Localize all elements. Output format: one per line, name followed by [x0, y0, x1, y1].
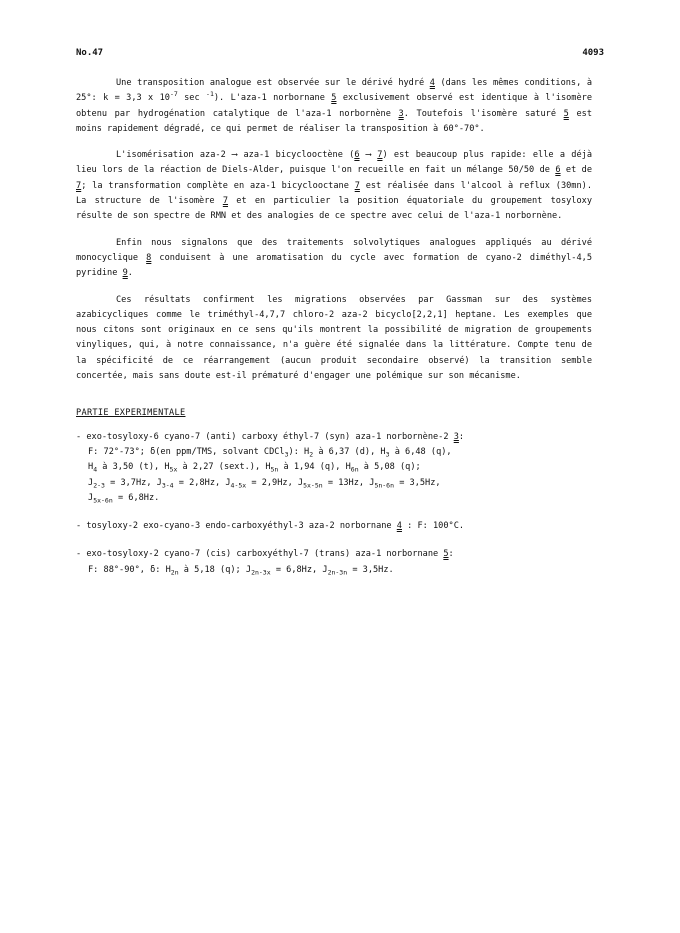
- subscript: 5x-5n: [303, 481, 323, 490]
- text-run: (dans les mêmes conditions, à 25°: k = 3,3 x 10: [76, 78, 592, 104]
- text-run: :: [448, 549, 454, 560]
- superscript: -1: [206, 90, 214, 99]
- subscript: 2n-3n: [327, 568, 348, 577]
- journal-issue-number: No.47: [76, 48, 104, 58]
- compound-name: [76, 547, 592, 562]
- text-run: F: 72°-73°; δ(en ppm/TMS, solvant CDCl: [88, 446, 285, 457]
- compound-data-line: [76, 476, 592, 491]
- subscript: 6n: [350, 465, 359, 474]
- compound-number: 9: [122, 268, 128, 279]
- text-run: L'isomérisation aza-2 ⟶ aza-1 bicyclooctène (: [116, 150, 355, 161]
- text-run: ⟶: [359, 150, 378, 161]
- text-run: ). L'aza-1 norbornane: [213, 93, 332, 104]
- compound-number: 5: [331, 93, 337, 104]
- section-title: PARTIE EXPERIMENTALE: [76, 408, 186, 419]
- compound-number: 7: [222, 196, 229, 207]
- compound-number: 5: [443, 549, 449, 560]
- compound-number: 3: [453, 431, 459, 442]
- text-run: = 13Hz, J: [322, 477, 375, 488]
- text-run: à 6,48 (q),: [389, 446, 452, 457]
- compound-entry: [76, 430, 592, 506]
- compound-name: [76, 519, 592, 534]
- text-run: à 1,94 (q), H: [278, 462, 351, 473]
- subscript: 5n: [270, 465, 279, 474]
- subscript: 2n: [170, 568, 179, 577]
- compound-number: 7: [354, 180, 360, 191]
- text-run: H: [88, 462, 94, 473]
- compound-data-line: [76, 563, 592, 578]
- text-run: Une transposition analogue est observée sur le dérivé hydré: [116, 78, 430, 88]
- text-run: - exo-tosyloxy-6 cyano-7 (anti) carboxy éthyl-7 (syn) aza-1 norbornène-2: [76, 431, 454, 442]
- subscript: 5x: [169, 465, 178, 474]
- text-run: . Toutefois l'isomère saturé: [403, 108, 564, 119]
- text-run: est moins rapidement dégradé, ce qui permet de réaliser la transposition à 60°-70°.: [76, 108, 592, 134]
- body-paragraph: [76, 293, 592, 385]
- text-run: = 2,9Hz, J: [246, 477, 304, 488]
- text-run: - tosyloxy-2 exo-cyano-3 endo-carboxyéthyl-3 aza-2 norbornane: [76, 521, 397, 532]
- compound-number: 3: [398, 108, 404, 119]
- compound-number: 4: [396, 521, 402, 532]
- body-paragraphs: [76, 76, 592, 384]
- compound-number: 4: [429, 78, 435, 88]
- text-run: à 6,37 (d), H: [313, 446, 386, 457]
- compound-number: 8: [146, 252, 152, 263]
- subscript: 4: [93, 465, 98, 474]
- text-run: = 3,7Hz, J: [104, 477, 162, 488]
- text-run: et de: [560, 165, 592, 176]
- compound-entry: [76, 519, 592, 534]
- compound-data-line: [76, 445, 592, 460]
- text-run: Ces résultats confirment les migrations observées par Gassman sur des systèmes azabicycliques comme le triméthyl-4,7,7 chloro-2 aza-2 bicyclo[2,2,1] heptane. Les exemples que nous citons sont originaux en ce sens qu'ils montrent la possibilité de migration de groupements vinyliques, qui, à notre connaissance, n'a guère été signalée dans la littérature. Compte tenu de la spécificité de ce réarrangement (aucun produit secondaire observé) la transition semble concertée, mais sans doute est-il prématuré d'engager une polémique sur son mécanisme.: [76, 294, 592, 382]
- text-run: conduisent à une aromatisation du cycle avec formation de cyano-2 diméthyl-4,5 pyridine: [76, 252, 592, 279]
- body-paragraph: [76, 76, 592, 137]
- text-run: ) est beaucoup plus rapide: elle a déjà lieu lors de la réaction de Diels-Alder, puisque l'on recueille en fait un mélange 50/50 de: [76, 150, 592, 176]
- body-paragraph: [76, 148, 592, 224]
- text-run: et en particulier la position équatoriale du groupement tosyloxy résulte de son spectre de RMN et des analogies de ce spectre avec celui de l'aza-1 norbornène.: [76, 196, 592, 222]
- body-paragraph: [76, 236, 592, 282]
- subscript: 3: [385, 450, 390, 459]
- text-run: à 5,18 (q); J: [178, 564, 252, 575]
- text-run: à 3,50 (t), H: [97, 462, 170, 473]
- experimental-entries: [76, 430, 592, 578]
- compound-data-line: [76, 460, 592, 475]
- compound-number: 6: [354, 150, 360, 161]
- subscript: 2: [309, 450, 314, 459]
- text-run: = 6,8Hz, J: [270, 564, 328, 575]
- subscript: 4-5x: [230, 481, 247, 490]
- text-run: ; la transformation complète en aza-1 bicyclooctane: [81, 180, 355, 191]
- text-run: ): H: [288, 446, 310, 457]
- document-body: [76, 76, 592, 591]
- text-run: J: [88, 492, 94, 503]
- text-run: exclusivement observé est identique à l'isomère obtenu par hydrogénation catalytique de l'aza-1 norbornène: [76, 93, 592, 119]
- subscript: 3: [284, 450, 289, 459]
- compound-data-line: [76, 491, 592, 506]
- text-run: :: [458, 431, 465, 442]
- text-run: = 2,8Hz, J: [173, 477, 231, 488]
- text-run: à 2,27 (sext.), H: [177, 462, 271, 473]
- text-run: F: 88°-90°, δ: H: [88, 564, 171, 575]
- compound-number: 6: [555, 165, 561, 176]
- compound-number: 7: [76, 180, 82, 191]
- text-run: à 5,08 (q);: [358, 462, 421, 473]
- subscript: 3-4: [161, 481, 174, 490]
- page-number: 4093: [582, 48, 604, 58]
- text-run: J: [88, 477, 94, 488]
- text-run: - exo-tosyloxy-2 cyano-7 (cis) carboxyéthyl-7 (trans) aza-1 norbornane: [76, 549, 444, 560]
- text-run: = 3,5Hz.: [347, 564, 394, 575]
- text-run: = 6,8Hz.: [112, 492, 160, 503]
- compound-name: [76, 430, 592, 445]
- text-run: est réalisée dans l'alcool à reflux (30mn). La structure de l'isomère: [76, 180, 593, 207]
- text-run: sec: [177, 93, 207, 104]
- subscript: 2-3: [93, 481, 105, 490]
- text-run: Enfin nous signalons que des traitements solvolytiques analogues appliqués au dérivé monocyclique: [76, 237, 592, 263]
- superscript: -7: [169, 90, 178, 99]
- text-run: : F: 100°C.: [401, 521, 465, 532]
- compound-entry: [76, 547, 592, 578]
- compound-number: 5: [563, 108, 569, 119]
- subscript: 5n-6n: [374, 481, 395, 490]
- subscript: 2n-3x: [251, 568, 271, 577]
- compound-number: 7: [377, 150, 383, 161]
- text-run: .: [127, 268, 133, 279]
- subscript: 5x-6n: [93, 496, 113, 505]
- text-run: = 3,5Hz,: [394, 477, 441, 488]
